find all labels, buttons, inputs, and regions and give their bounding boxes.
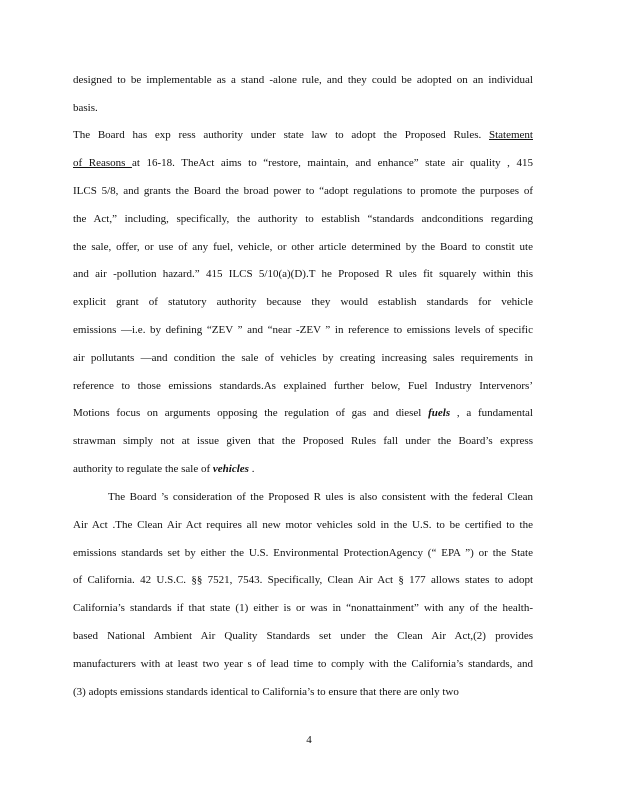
text-line: based National Ambient Air Quality Standards set under the Clean Air Act,(2) provides: [73, 630, 533, 642]
citation-link: of Reasons: [73, 157, 132, 169]
page-number: 4: [306, 734, 312, 746]
text-line: Air Act .The Clean Air Act requires all new motor vehicles sold in the U.S. to be certified to the: [73, 519, 533, 531]
text-line: California’s standards if that state (1) either is or was in “nonattainment” with any of the health-: [73, 602, 533, 614]
text-line: manufacturers with at least two year s of lead time to comply with the California’s standards, and: [73, 658, 533, 670]
text-line: (3) adopts emissions standards identical to California’s to ensure that there are only two: [73, 686, 459, 698]
text-line: reference to those emissions standards.As explained further below, Fuel Industry Intervenors’: [73, 380, 533, 392]
text-line: authority to regulate the sale of vehicles .: [73, 463, 255, 475]
text-line: the sale, offer, or use of any fuel, vehicle, or other article determined by the Board to constit ute: [73, 241, 533, 253]
text-line: ILCS 5/8, and grants the Board the broad power to “adopt regulations to promote the purposes of: [73, 185, 533, 197]
emphasis-text: fuels: [428, 407, 451, 419]
text-line: the Act,” including, specifically, the authority to establish “standards andconditions regarding: [73, 213, 533, 225]
text-line: emissions standards set by either the U.S. Environmental ProtectionAgency (“ EPA ”) or the State: [73, 547, 533, 559]
text-line: of California. 42 U.S.C. §§ 7521, 7543. Specifically, Clean Air Act § 177 allows states to adopt: [73, 574, 533, 586]
text-line: Motions focus on arguments opposing the regulation of gas and diesel fuels , a fundamental: [73, 407, 533, 419]
text-line: of Reasons at 16-18. TheAct aims to “restore, maintain, and enhance” state air quality , 415: [73, 157, 533, 169]
text-line: explicit grant of statutory authority because they would establish standards for vehicle: [73, 296, 533, 308]
emphasis-text: vehicles: [212, 463, 249, 475]
text-line: emissions —i.e. by defining “ZEV ” and “near -ZEV ” in reference to emissions levels of specific: [73, 324, 533, 336]
text-line: basis.: [73, 102, 98, 114]
text-line: air pollutants —and condition the sale of vehicles by creating increasing sales requirements in: [73, 352, 533, 364]
citation-link: Statement: [489, 129, 533, 141]
text-line: The Board has exp ress authority under state law to adopt the Proposed Rules. Statement: [73, 129, 533, 141]
text-line: The Board ’s consideration of the Proposed R ules is also consistent with the federal Clean: [108, 491, 533, 503]
text-line: designed to be implementable as a stand -alone rule, and they could be adopted on an individual: [73, 74, 533, 86]
text-line: and air -pollution hazard.” 415 ILCS 5/10(a)(D).T he Proposed R ules fit squarely within this: [73, 268, 533, 280]
text-line: strawman simply not at issue given that the Proposed Rules fall under the Board’s express: [73, 435, 533, 447]
